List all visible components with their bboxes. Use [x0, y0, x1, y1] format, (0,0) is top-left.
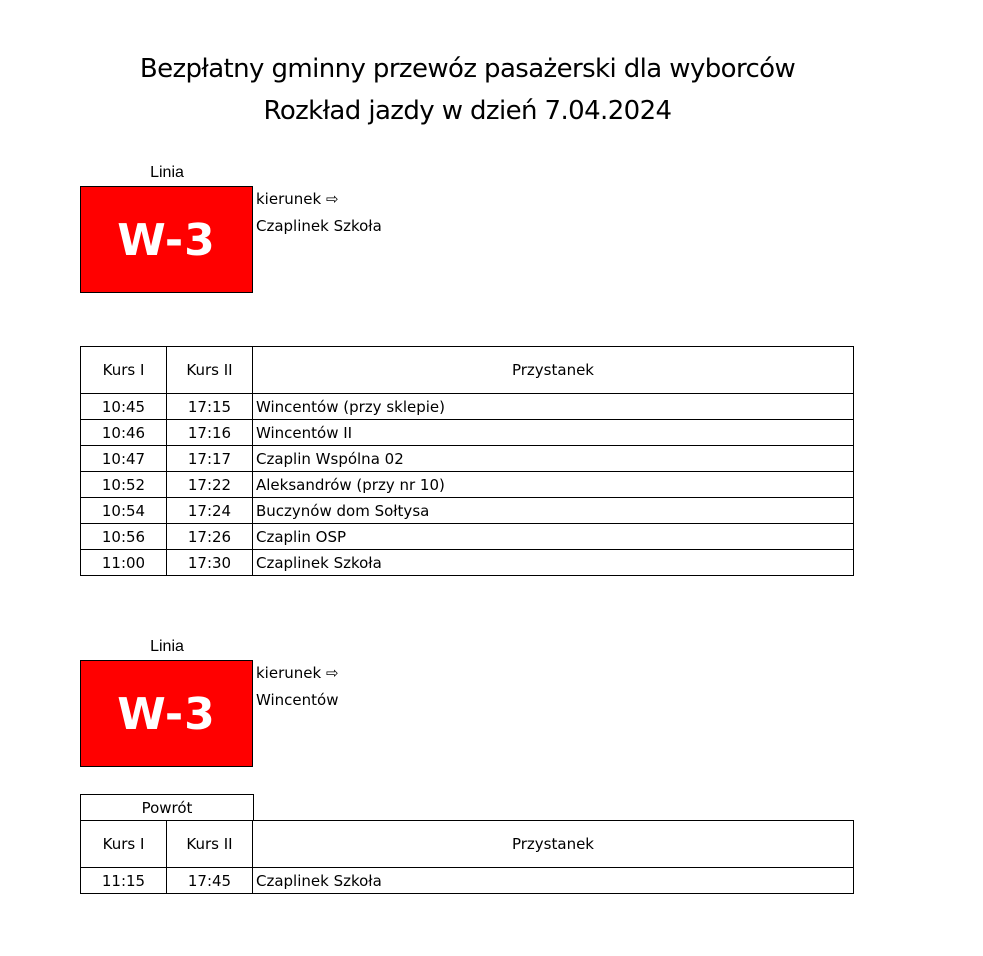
stop-name: Wincentów II: [253, 420, 854, 446]
direction-label: kierunek ⇨: [256, 664, 339, 682]
table-row: [81, 498, 854, 524]
departure-time-kurs1: 10:56: [81, 524, 167, 550]
departure-time-kurs2: 17:45: [167, 868, 253, 894]
header-stop: Przystanek: [253, 821, 854, 868]
page-subtitle: Rozkład jazdy w dzień 7.04.2024: [263, 96, 672, 126]
departure-time-kurs1: 10:47: [81, 446, 167, 472]
table-row: [81, 868, 854, 894]
departure-time-kurs2: 17:22: [167, 472, 253, 498]
linia-label: Linia: [150, 638, 184, 655]
direction-value: Czaplinek Szkoła: [256, 217, 382, 235]
header-kurs1: Kurs I: [81, 347, 167, 394]
departure-time-kurs1: 10:46: [81, 420, 167, 446]
header-stop: Przystanek: [253, 347, 854, 394]
direction-block: [256, 186, 382, 240]
timetable-outbound: [80, 346, 854, 576]
departure-time-kurs2: 17:17: [167, 446, 253, 472]
table-row: [81, 472, 854, 498]
table-header-row: [81, 821, 854, 868]
stop-name: Buczynów dom Sołtysa: [253, 498, 854, 524]
departure-time-kurs2: 17:15: [167, 394, 253, 420]
departure-time-kurs2: 17:24: [167, 498, 253, 524]
linia-label: Linia: [150, 164, 184, 181]
table-row: [81, 550, 854, 576]
departure-time-kurs1: 10:45: [81, 394, 167, 420]
line-code: W-3: [117, 689, 216, 740]
stop-name: Czaplin OSP: [253, 524, 854, 550]
departure-time-kurs1: 10:54: [81, 498, 167, 524]
line-code: W-3: [117, 215, 216, 266]
table-header-row: [81, 347, 854, 394]
direction-label: kierunek ⇨: [256, 190, 339, 208]
table-row: [81, 394, 854, 420]
departure-time-kurs1: 11:00: [81, 550, 167, 576]
line-badge: [80, 660, 253, 767]
header-kurs2: Kurs II: [167, 821, 253, 868]
table-row: [81, 524, 854, 550]
stop-name: Wincentów (przy sklepie): [253, 394, 854, 420]
departure-time-kurs2: 17:16: [167, 420, 253, 446]
header-kurs2: Kurs II: [167, 347, 253, 394]
direction-block: [256, 660, 339, 714]
stop-name: Czaplin Wspólna 02: [253, 446, 854, 472]
departure-time-kurs2: 17:26: [167, 524, 253, 550]
table-row: [81, 446, 854, 472]
header-kurs1: Kurs I: [81, 821, 167, 868]
timetable-return: [80, 820, 854, 894]
departure-time-kurs1: 11:15: [81, 868, 167, 894]
stop-name: Czaplinek Szkoła: [253, 868, 854, 894]
departure-time-kurs1: 10:52: [81, 472, 167, 498]
direction-value: Wincentów: [256, 691, 339, 709]
line-badge: [80, 186, 253, 293]
departure-time-kurs2: 17:30: [167, 550, 253, 576]
stop-name: Aleksandrów (przy nr 10): [253, 472, 854, 498]
page-title: Bezpłatny gminny przewóz pasażerski dla wyborców: [139, 54, 796, 84]
powrot-label: Powrót: [80, 794, 254, 820]
stop-name: Czaplinek Szkoła: [253, 550, 854, 576]
table-row: [81, 420, 854, 446]
